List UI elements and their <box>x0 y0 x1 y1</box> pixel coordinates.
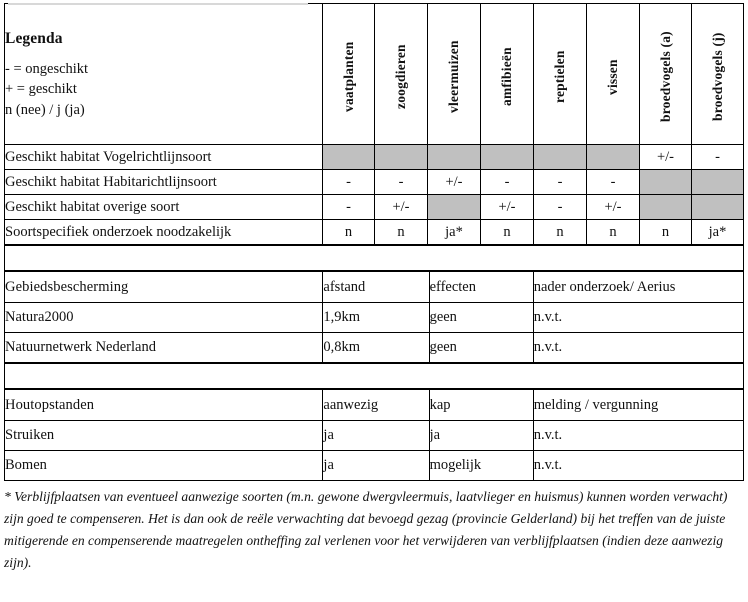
table-row <box>5 451 744 481</box>
area-protection-table <box>4 271 744 363</box>
species-cell-value: n <box>587 220 640 245</box>
area-row-value-nader-onderzoek: n.v.t. <box>533 303 743 333</box>
column-header-broedvogels-a <box>640 4 692 145</box>
species-cell-value: +/- <box>481 195 534 220</box>
legend-title: Legenda <box>5 29 63 47</box>
table-row <box>5 170 744 195</box>
species-cell-value: - <box>323 170 375 195</box>
area-row-label-natuurnetwerk: Natuurnetwerk Nederland <box>5 333 323 363</box>
species-cell-value: - <box>534 195 587 220</box>
column-header-label: amfibieën <box>499 47 515 107</box>
species-cell-shaded <box>323 145 375 170</box>
area-row-value-effecten: geen <box>429 333 533 363</box>
column-header-label: vaatplanten <box>340 41 356 113</box>
column-header-label: vleermuizen <box>446 40 462 114</box>
species-cell-shaded <box>534 145 587 170</box>
table-row <box>5 303 744 333</box>
species-cell-shaded <box>692 170 744 195</box>
legend-line-ongeschikt: - = ongeschikt <box>5 60 89 77</box>
table-row <box>5 145 744 170</box>
column-header-amfibieen <box>481 4 534 145</box>
woodstand-row-value-melding: n.v.t. <box>533 451 743 481</box>
woodstand-header-aanwezig: aanwezig <box>323 390 429 421</box>
woodstand-header-melding-vergunning: melding / vergunning <box>533 390 743 421</box>
area-table-header-row <box>5 272 744 303</box>
column-header-label: broedvogels (a) <box>657 31 673 123</box>
species-cell-value: n <box>640 220 692 245</box>
area-row-value-afstand: 0,8km <box>323 333 429 363</box>
top-clipped-rule <box>8 3 308 5</box>
area-header-nader-onderzoek: nader onderzoek/ Aerius <box>533 272 743 303</box>
table-spacer-one <box>4 245 744 271</box>
woodstand-row-value-kap: mogelijk <box>429 451 533 481</box>
area-header-afstand: afstand <box>323 272 429 303</box>
column-header-vleermuizen <box>428 4 481 145</box>
column-header-vissen <box>587 4 640 145</box>
woodstand-header-kap: kap <box>429 390 533 421</box>
area-row-value-nader-onderzoek: n.v.t. <box>533 333 743 363</box>
species-table-header <box>5 4 744 145</box>
species-cell-value: +/- <box>375 195 428 220</box>
table-row <box>5 421 744 451</box>
woodstand-row-value-melding: n.v.t. <box>533 421 743 451</box>
woodstand-row-value-kap: ja <box>429 421 533 451</box>
table-row <box>5 333 744 363</box>
species-cell-value: n <box>481 220 534 245</box>
woodstand-table-header-row <box>5 390 744 421</box>
column-header-vaatplanten <box>323 4 375 145</box>
species-cell-shaded <box>692 195 744 220</box>
column-header-zoogdieren <box>375 4 428 145</box>
species-cell-shaded <box>481 145 534 170</box>
species-cell-value: - <box>692 145 744 170</box>
species-cell-value: +/- <box>428 170 481 195</box>
species-cell-value: - <box>481 170 534 195</box>
species-cell-shaded <box>428 145 481 170</box>
species-table-body <box>5 145 744 245</box>
legend-line-geschikt: + = geschikt <box>5 81 77 98</box>
area-table-title: Gebiedsbescherming <box>5 272 323 303</box>
species-cell-value: ja* <box>428 220 481 245</box>
species-cell-value: n <box>323 220 375 245</box>
column-header-label: reptielen <box>552 50 568 104</box>
species-cell-shaded <box>587 145 640 170</box>
woodstand-table <box>4 389 744 481</box>
column-header-label: broedvogels (j) <box>709 32 725 122</box>
species-cell-shaded <box>640 195 692 220</box>
species-cell-value: n <box>534 220 587 245</box>
woodstand-row-label-struiken: Struiken <box>5 421 323 451</box>
species-cell-value: - <box>375 170 428 195</box>
species-row-label: Geschikt habitat Vogelrichtlijnsoort <box>5 145 323 170</box>
species-cell-value: - <box>534 170 587 195</box>
footnote-text: * Verblijfplaatsen van eventueel aanwezige soorten (m.n. gewone dwergvleermuis, laatvlieger en huismus) kunnen worden verwacht) zijn goed te compenseren. Het is dan ook de reële verwachting dat bevoegd gezag (provincie Gelderland) bij het treffen van de juiste mitigerende en compenserende maatregelen ontheffing zal verlenen voor het verwijderen van verblijfplaatsen (indien deze aanwezig zijn). <box>4 489 728 571</box>
table-row <box>5 195 744 220</box>
species-cell-shaded <box>428 195 481 220</box>
legend-cell <box>5 4 323 145</box>
species-suitability-table <box>4 3 744 245</box>
species-cell-value: +/- <box>640 145 692 170</box>
area-header-effecten: effecten <box>429 272 533 303</box>
species-row-label: Soortspecifiek onderzoek noodzakelijk <box>5 220 323 245</box>
species-row-label: Geschikt habitat Habitarichtlijnsoort <box>5 170 323 195</box>
column-header-reptielen <box>534 4 587 145</box>
species-cell-shaded <box>375 145 428 170</box>
species-cell-value: ja* <box>692 220 744 245</box>
species-cell-value: n <box>375 220 428 245</box>
species-cell-value: +/- <box>587 195 640 220</box>
table-spacer-two <box>4 363 744 389</box>
woodstand-row-value-aanwezig: ja <box>323 451 429 481</box>
document-page <box>0 3 748 602</box>
woodstand-row-value-aanwezig: ja <box>323 421 429 451</box>
table-header-row <box>5 4 744 145</box>
table-row <box>5 220 744 245</box>
area-row-value-afstand: 1,9km <box>323 303 429 333</box>
column-header-label: zoogdieren <box>393 44 409 110</box>
column-header-label: vissen <box>605 59 621 95</box>
area-row-label-natura2000: Natura2000 <box>5 303 323 333</box>
species-cell-value: - <box>323 195 375 220</box>
legend-line-nee-ja: n (nee) / j (ja) <box>5 101 85 118</box>
species-row-label: Geschikt habitat overige soort <box>5 195 323 220</box>
column-header-broedvogels-j <box>692 4 744 145</box>
woodstand-table-title: Houtopstanden <box>5 390 323 421</box>
area-row-value-effecten: geen <box>429 303 533 333</box>
species-cell-shaded <box>640 170 692 195</box>
species-cell-value: - <box>587 170 640 195</box>
woodstand-row-label-bomen: Bomen <box>5 451 323 481</box>
